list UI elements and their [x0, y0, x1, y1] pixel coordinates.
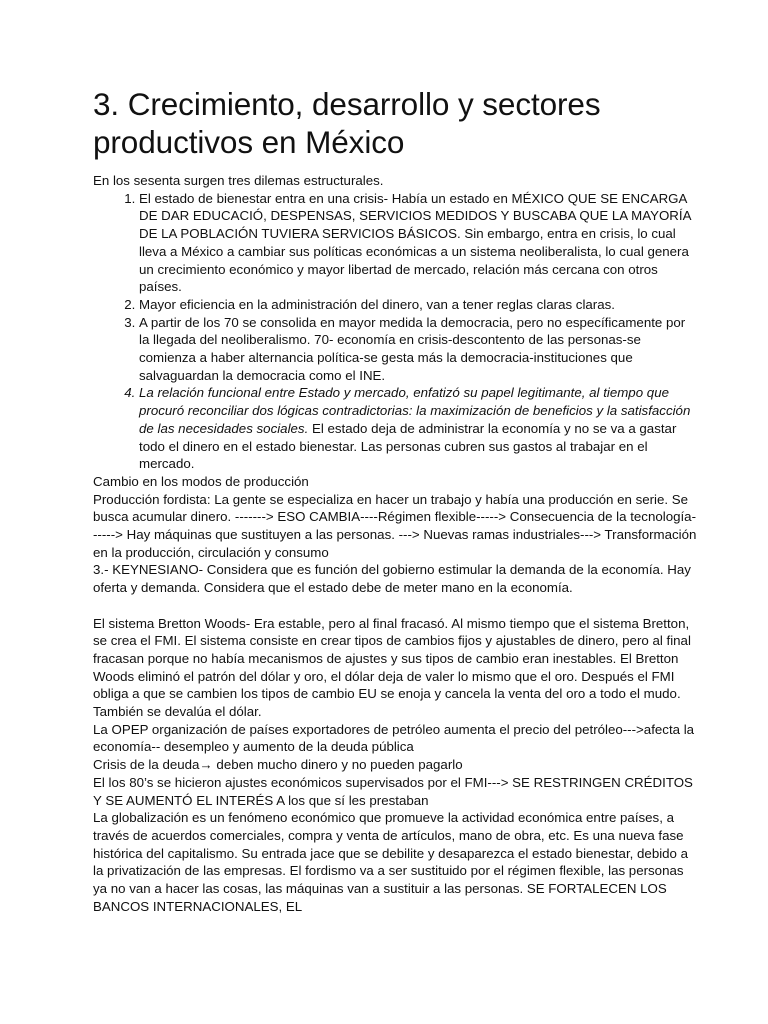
list-item-text: A partir de los 70 se consolida en mayor medida la democracia, pero no específicamente por la llegada del neoliberalismo. 70- economía en crisis-descontento de las personas-se comienza a haber alternancia política-se gesta más la democracia-instituciones que salvaguardan la democracia como el INE. [139, 314, 686, 383]
paragraph: La OPEP organización de países exportadores de petróleo aumenta el precio del petróleo--->afecta la economía-- desempleo y aumento de la deuda pública [93, 721, 695, 755]
dilemmas-list [93, 190, 698, 473]
blank-line [93, 597, 698, 615]
list-item-text: Mayor eficiencia en la administración del dinero, van a tener reglas claras claras. [139, 296, 615, 312]
page-title: 3. Crecimiento, desarrollo y sectores productivos en México [93, 86, 601, 160]
list-item [139, 384, 698, 473]
paragraph: 3.- KEYNESIANO- Considera que es función del gobierno estimular la demanda de la economía. Hay oferta y demanda. Considera que el estado debe de meter mano en la economía. [93, 562, 691, 596]
intro-paragraph: En los sesenta surgen tres dilemas estructurales. [93, 173, 384, 188]
list-item-italic-text: La relación funcional entre Estado y mercado, enfatizó su papel legitimante, al tiempo que procuró reconciliar dos lógicas contradictorias: la maximización de beneficios y la satisfacción de las necesidades sociales. [139, 385, 691, 436]
paragraph: Cambio en los modos de producción [93, 473, 309, 489]
paragraph: Crisis de la deuda→ deben mucho dinero y no pueden pagarlo [93, 757, 463, 773]
paragraph: El sistema Bretton Woods- Era estable, pero al final fracasó. Al mismo tiempo que el sistema Bretton, se crea el FMI. El sistema consiste en crear tipos de cambios fijos y ajustables de dinero, pero al final fracasan porque no había mecanismos de ajustes y sus tipos de cambio eran inestables. El Bretton Woods eliminó el patrón del dólar y oro, el dólar deja de valer lo mismo que el oro. Después el FMI obliga a que se cambien los tipos de cambio EU se enoja y cancela la venta del oro a todo el mudo. También se devalúa el dólar. [93, 615, 691, 720]
list-item-text: El estado de bienestar entra en una crisis- Había un estado en MÉXICO QUE SE ENCARGA DE DAR EDUCACIÓ, DESPENSAS, SERVICIOS MEDIDOS Y BUSCABA QUE LA MAYORÍA DE LA POBLACIÓN TUVIERA SERVICIOS BÁSICOS. Sin embargo, entra en crisis, lo cual lleva a México a cambiar sus políticas económicas a un sistema neoliberalista, lo cual genera un crecimiento económico y mayor libertad de mercado, relación más cercana con otros países. [139, 190, 691, 295]
paragraph: Producción fordista: La gente se especializa en hacer un trabajo y había una producción en serie. Se busca acumular dinero. -------> ESO CAMBIA----Régimen flexible-----> Consecuencia de la tecnología------> Hay máquinas que sustituyen a las personas. ---> Nuevas ramas industriales---> Transformación en la producción, circulación y consumo [93, 491, 697, 560]
list-item [139, 314, 698, 385]
document-body [93, 172, 698, 916]
paragraph: La globalización es un fenómeno económico que promueve la actividad económica entre países, a través de acuerdos comerciales, compra y venta de artículos, mano de obra, etc. Es una nueva fase histórica del capitalismo. Su entrada jace que se debilite y desaparezca el estado bienestar, debido a la privatización de las empresas. El fordismo va a ser sustituido por el régimen flexible, las personas ya no van a hacer las cosas, las máquinas van a sustituir a las personas. SE FORTALECEN LOS BANCOS INTERNACIONALES, EL [93, 810, 689, 914]
list-item-text: El estado deja de administrar la economía y no se va a gastar todo el dinero en el estado bienestar. Las personas cubren sus gastos al trabajar en el mercado. [139, 420, 677, 472]
list-item [139, 296, 698, 314]
list-item [139, 190, 698, 296]
paragraph: El los 80’s se hicieron ajustes económicos supervisados por el FMI---> SE RESTRINGEN CRÉDITOS Y SE AUMENTÓ EL INTERÉS A los que sí les prestaban [93, 774, 693, 808]
